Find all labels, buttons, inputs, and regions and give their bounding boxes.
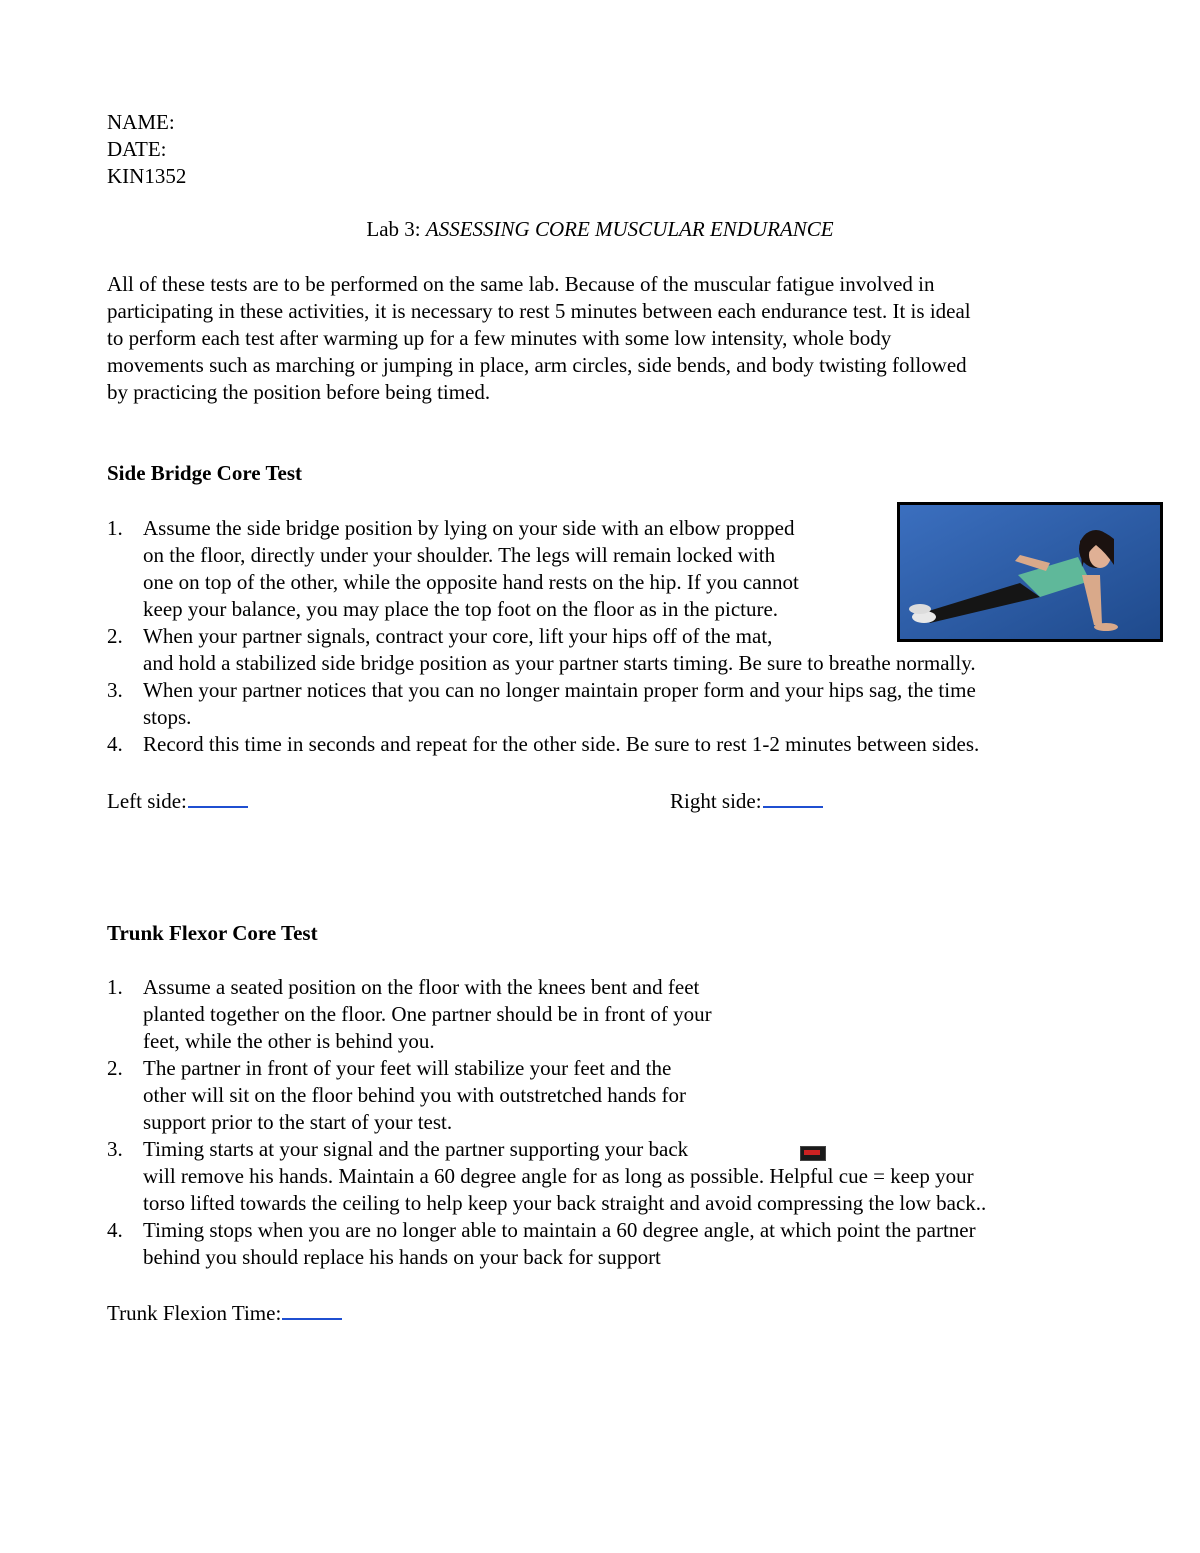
intro-line: by practicing the position before being timed. xyxy=(107,380,491,404)
step-line: will remove his hands. Maintain a 60 degree angle for as long as possible. Helpful cue = keep your xyxy=(143,1164,974,1188)
step-line: behind you should replace his hands on your back for support xyxy=(143,1245,661,1269)
side-bridge-heading: Side Bridge Core Test xyxy=(107,461,303,485)
step-line: feet, while the other is behind you. xyxy=(143,1029,435,1053)
left-side-blank[interactable] xyxy=(188,786,248,808)
trunk-flexion-time-blank[interactable] xyxy=(282,1298,342,1320)
step-line: planted together on the floor. One partner should be in front of your xyxy=(143,1002,712,1026)
step-line: The partner in front of your feet will stabilize your feet and the xyxy=(143,1056,672,1080)
side-bridge-illustration xyxy=(900,505,1160,639)
step-line: other will sit on the floor behind you with outstretched hands for xyxy=(143,1083,686,1107)
step-number: 1. xyxy=(107,516,123,540)
step-number: 4. xyxy=(107,732,123,756)
intro-line: movements such as marching or jumping in place, arm circles, side bends, and body twisting followed xyxy=(107,353,967,377)
trunk-flexion-time-field xyxy=(107,1298,342,1327)
step-line: Timing stops when you are no longer able to maintain a 60 degree angle, at which point the partner xyxy=(143,1218,976,1242)
step-line: keep your balance, you may place the top foot on the floor as in the picture. xyxy=(143,597,779,621)
step-number: 1. xyxy=(107,975,123,999)
left-side-label: Left side: xyxy=(107,789,187,813)
step-line: support prior to the start of your test. xyxy=(143,1110,453,1134)
lab-title-italic: ASSESSING CORE MUSCULAR ENDURANCE xyxy=(425,217,834,241)
step-line: Timing starts at your signal and the partner supporting your back xyxy=(143,1137,689,1161)
left-side-field xyxy=(107,786,248,815)
step-line: When your partner notices that you can no longer maintain proper form and your hips sag, the time xyxy=(143,678,976,702)
step-line: and hold a stabilized side bridge position as your partner starts timing. Be sure to breathe normally. xyxy=(143,651,976,675)
trunk-flexor-heading: Trunk Flexor Core Test xyxy=(107,921,318,945)
step-line: torso lifted towards the ceiling to help keep your back straight and avoid compressing the low back.. xyxy=(143,1191,987,1215)
step-number: 4. xyxy=(107,1218,123,1242)
step-line: Assume the side bridge position by lying on your side with an elbow propped xyxy=(143,516,795,540)
step-number: 2. xyxy=(107,624,123,648)
step-number: 2. xyxy=(107,1056,123,1080)
lab-title-prefix: Lab 3: xyxy=(366,217,421,241)
side-bridge-photo xyxy=(897,502,1163,642)
trunk-flexion-time-label: Trunk Flexion Time: xyxy=(107,1301,282,1325)
step-line: on the floor, directly under your shoulder. The legs will remain locked with xyxy=(143,543,776,567)
course-code: KIN1352 xyxy=(107,164,187,188)
lab-title xyxy=(0,216,1200,243)
intro-line: to perform each test after warming up for a few minutes with some low intensity, whole body xyxy=(107,326,892,350)
step-line: stops. xyxy=(143,705,192,729)
intro-line: All of these tests are to be performed on the same lab. Because of the muscular fatigue involved in xyxy=(107,272,935,296)
date-label: DATE: xyxy=(107,137,167,161)
step-number: 3. xyxy=(107,678,123,702)
step-line: one on top of the other, while the opposite hand rests on the hip. If you cannot xyxy=(143,570,799,594)
right-side-blank[interactable] xyxy=(763,786,823,808)
step-line: When your partner signals, contract your core, lift your hips off of the mat, xyxy=(143,624,773,648)
step-line: Record this time in seconds and repeat for the other side. Be sure to rest 1-2 minutes between sides. xyxy=(143,732,980,756)
right-side-field xyxy=(670,786,823,815)
step-line: Assume a seated position on the floor with the knees bent and feet xyxy=(143,975,700,999)
right-side-label: Right side: xyxy=(670,789,762,813)
trunk-flexor-thumbnail-icon xyxy=(800,1146,826,1161)
intro-line: participating in these activities, it is necessary to rest 5 minutes between each endurance test. It is ideal xyxy=(107,299,971,323)
step-number: 3. xyxy=(107,1137,123,1161)
name-label: NAME: xyxy=(107,110,175,134)
